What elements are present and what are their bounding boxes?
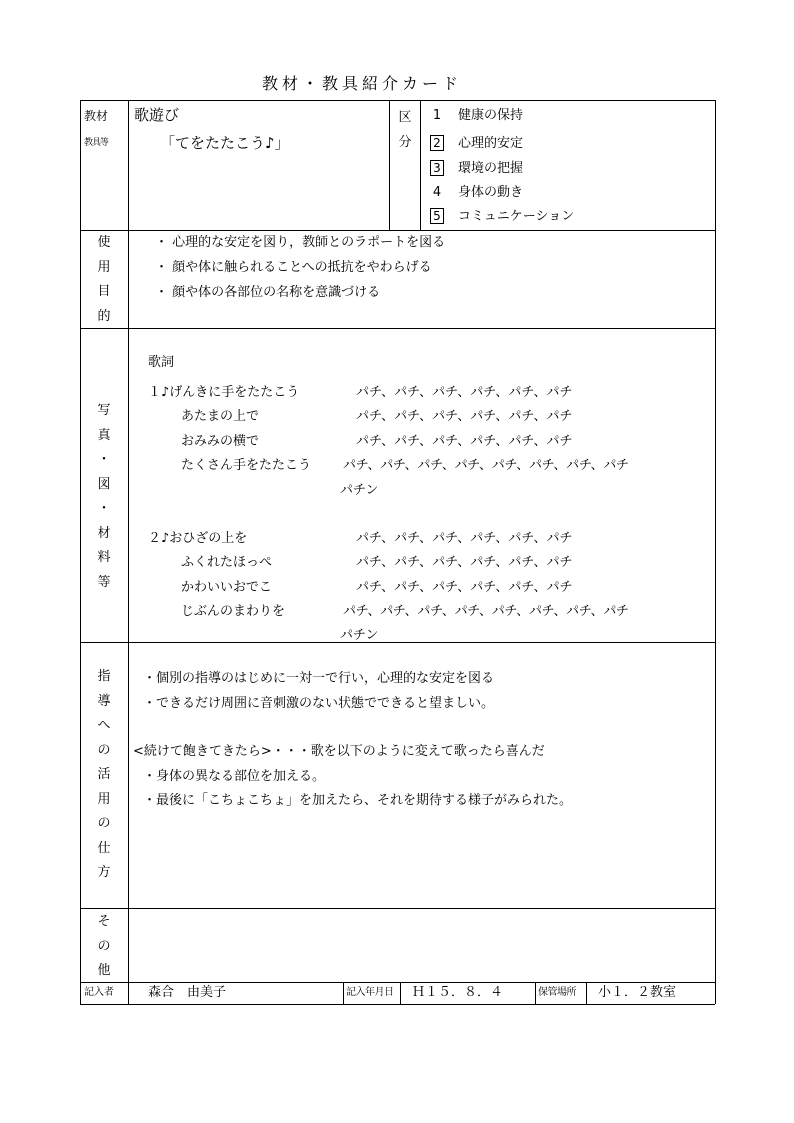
- guidance-line-6: ・最後に「こちょこちょ」を加えたら、それを期待する様子がみられた。: [143, 793, 573, 808]
- lyric-text: たくさん手をたたこう: [181, 458, 312, 473]
- verse-number: ２♪: [148, 531, 170, 546]
- purpose-label-char: 的: [97, 308, 111, 324]
- lyric-claps: パチ、パチ、パチ、パチ、パチ、パチ: [356, 580, 573, 595]
- photo-label-char: 材: [97, 525, 111, 541]
- guidance-label-char: の: [97, 742, 111, 758]
- purpose-label-char: 使: [97, 235, 111, 250]
- guidance-label-char: へ: [97, 718, 111, 733]
- recorder-label: 記入者: [84, 987, 114, 998]
- lyric-claps: パチ、パチ、パチ、パチ、パチ、パチ: [356, 434, 573, 449]
- place-value: 小１．２教室: [598, 985, 677, 1000]
- category-label-char-1: 区: [398, 110, 412, 125]
- lyric-claps: パチ、パチ、パチ、パチ、パチ、パチ: [356, 555, 573, 570]
- guidance-label-char: 方: [97, 865, 111, 880]
- lyric-text: じぶんのまわりを: [181, 604, 286, 619]
- guidance-label-char: の: [97, 816, 111, 831]
- lyric-claps: パチ、パチ、パチ、パチ、パチ、パチ、パチ、パチ: [343, 458, 629, 473]
- material-subtitle: 「てをたたこう♪」: [160, 134, 290, 152]
- category-item: [430, 157, 574, 181]
- lyric-text: おひざの上を: [169, 531, 248, 546]
- guidance-label: [81, 665, 127, 886]
- photo-label-char: 図: [97, 476, 111, 492]
- lyrics-heading: 歌詞: [148, 355, 175, 370]
- guidance-label-char: 仕: [97, 840, 111, 856]
- tool-label: 教具等: [84, 138, 109, 148]
- category-num: 1: [432, 108, 442, 123]
- photo-label-char: 真: [97, 427, 111, 443]
- lyric-claps: パチ、パチ、パチ、パチ、パチ、パチ: [356, 531, 573, 546]
- category-text: 健康の保持: [458, 108, 524, 123]
- category-num-boxed: 2: [430, 135, 444, 151]
- category-label-char-2: 分: [398, 134, 412, 150]
- category-text: 心理的安定: [458, 136, 524, 151]
- lyric-line: [148, 381, 299, 400]
- category-item: [430, 106, 574, 131]
- category-num-boxed: 3: [430, 160, 444, 176]
- photo-label-char: 料: [97, 550, 111, 565]
- purpose-item-3: ・ 顔や体の各部位の名称を意識づける: [155, 285, 381, 300]
- lyric-text: あたまの上で: [181, 409, 260, 424]
- photo-label: [81, 399, 127, 595]
- verse-number: １♪: [148, 385, 170, 400]
- category-text: コミュニケーション: [458, 209, 575, 224]
- guidance-label-char: 用: [97, 791, 111, 807]
- guidance-label-char: 指: [97, 669, 111, 684]
- purpose-label-char: 目: [97, 284, 111, 299]
- lyric-text: おみみの横で: [181, 434, 260, 449]
- other-label: [81, 910, 127, 984]
- photo-label-char: 写: [97, 403, 111, 418]
- lyric-claps: パチ、パチ、パチ、パチ、パチ、パチ: [356, 385, 573, 400]
- category-item: [430, 205, 574, 229]
- page-title: 教材・教具紹介カード: [262, 74, 463, 93]
- category-num-boxed: 5: [430, 208, 444, 224]
- material-label: 教材: [84, 109, 109, 123]
- other-label-char: 他: [97, 963, 111, 978]
- purpose-label: [81, 231, 127, 329]
- category-text: 身体の動き: [458, 185, 524, 200]
- guidance-line-1: ・個別の指導のはじめに一対一で行い，心理的な安定を図る: [143, 671, 495, 686]
- guidance-line-4: <続けて飽きてきたら>・・・歌を以下のように変えて歌ったら喜んだ: [133, 744, 545, 759]
- guidance-label-char: 活: [97, 767, 111, 782]
- date-label: 記入年月日: [346, 987, 394, 998]
- other-label-char: そ: [97, 914, 111, 929]
- lyric-claps: パチ、パチ、パチ、パチ、パチ、パチ: [356, 409, 573, 424]
- photo-label-char: ・: [97, 501, 111, 516]
- guidance-line-5: ・身体の異なる部位を加える。: [143, 769, 326, 784]
- category-text: 環境の把握: [458, 161, 524, 176]
- recorder-name: 森合 由美子: [148, 985, 227, 1000]
- date-value: Ｈ１５．８．４: [412, 985, 504, 1000]
- lyric-tail: パチン: [340, 628, 379, 643]
- lyric-claps: パチ、パチ、パチ、パチ、パチ、パチ、パチ、パチ: [343, 604, 629, 619]
- purpose-item-2: ・ 顔や体に触られることへの抵抗をやわらげる: [155, 260, 432, 275]
- lyric-tail: パチン: [340, 483, 379, 498]
- lyric-line: [148, 527, 247, 546]
- category-item: [430, 131, 574, 157]
- photo-label-char: 等: [97, 574, 111, 590]
- purpose-label-char: 用: [97, 259, 111, 275]
- other-label-char: の: [97, 938, 111, 954]
- purpose-item-1: ・ 心理的な安定を図り，教師とのラポートを図る: [155, 235, 446, 250]
- lyric-text: かわいいおでこ: [181, 580, 272, 595]
- category-label: [387, 106, 423, 155]
- photo-label-char: ・: [97, 452, 111, 467]
- category-num: 4: [432, 185, 442, 200]
- category-item: [430, 181, 574, 205]
- guidance-line-2: ・できるだけ周囲に音刺激のない状態でできると望ましい。: [143, 696, 495, 711]
- lyric-text: げんきに手をたたこう: [169, 385, 300, 400]
- place-label: 保管場所: [538, 987, 576, 998]
- lyric-text: ふくれたほっぺ: [181, 555, 273, 570]
- category-list: [430, 106, 574, 229]
- guidance-label-char: 導: [97, 693, 111, 709]
- material-name: 歌遊び: [134, 106, 180, 124]
